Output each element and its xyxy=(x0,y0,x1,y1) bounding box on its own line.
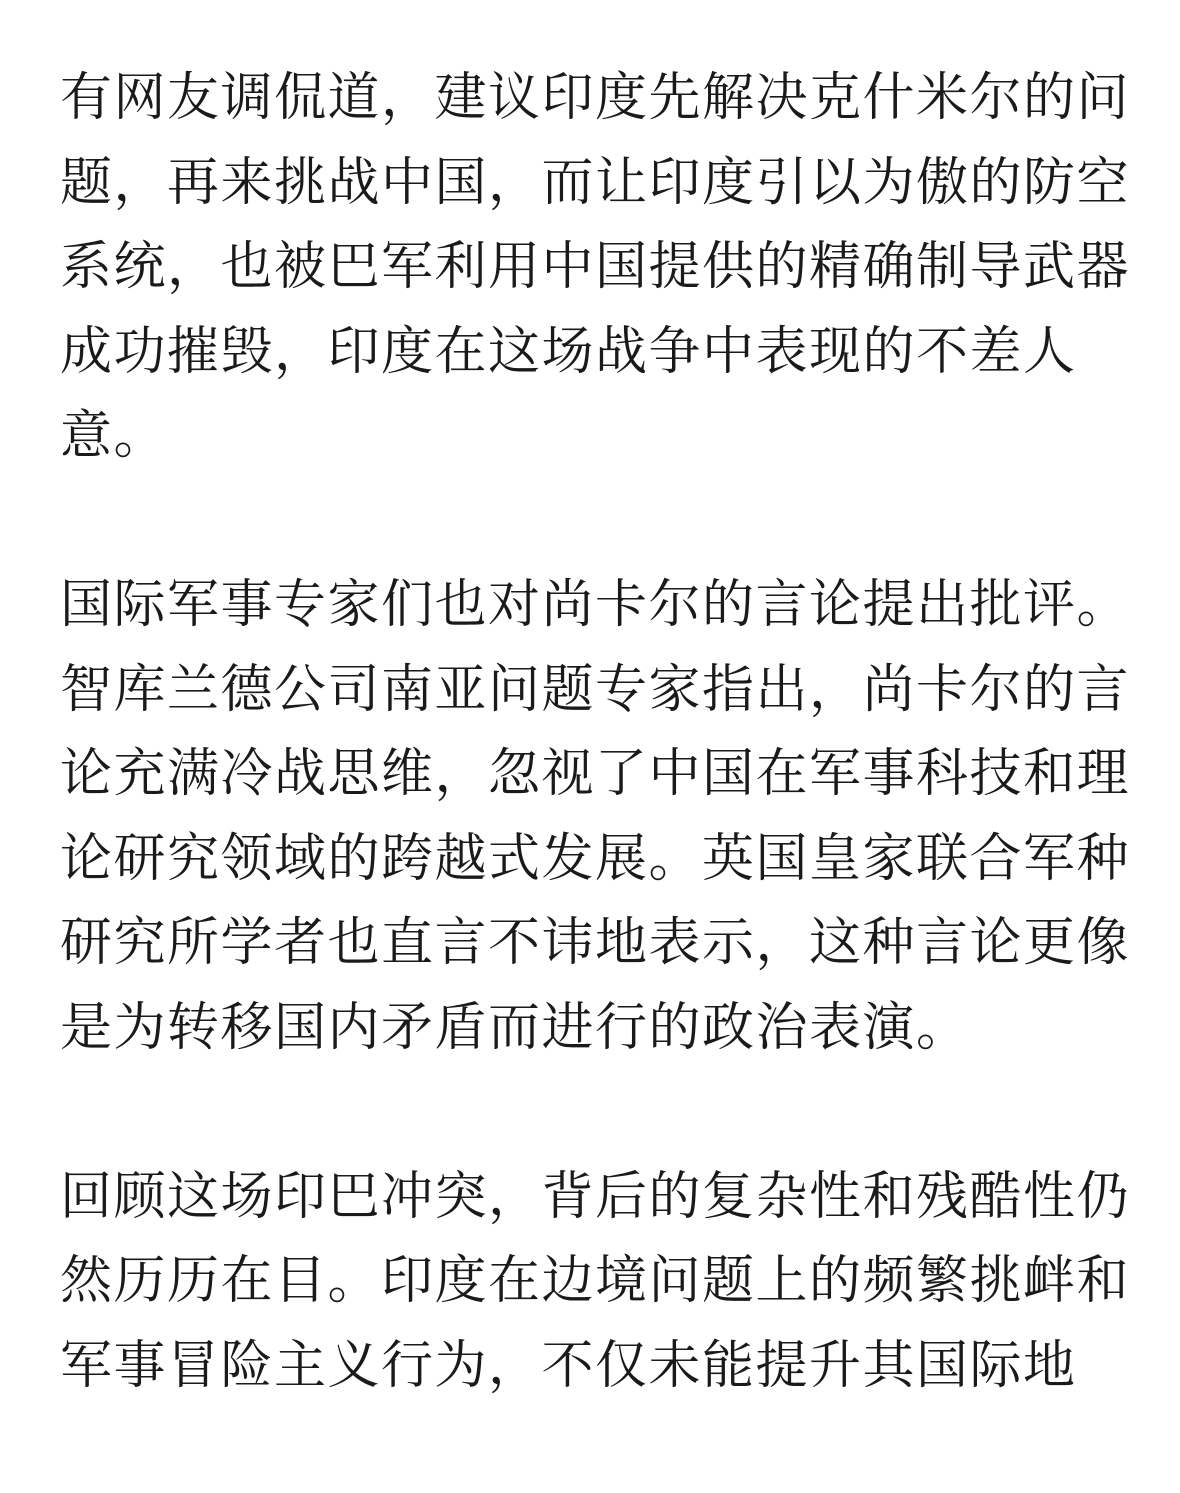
paragraph-3 xyxy=(60,1155,1131,1409)
article-body xyxy=(60,56,1131,1493)
text-line: 研究所学者也直言不讳地表示，这种言论更像 xyxy=(60,913,1131,973)
paragraph-1 xyxy=(60,56,1131,479)
text-line: 成功摧毁，印度在这场战争中表现的不差人 xyxy=(60,321,1077,382)
paragraph-2 xyxy=(60,563,1131,1070)
text-line: 系统，也被巴军利用中国提供的精确制导武器 xyxy=(60,237,1131,297)
text-line: 有网友调侃道，建议印度先解决克什米尔的问 xyxy=(60,68,1131,128)
text-line: 然历历在目。印度在边境问题上的频繁挑衅和 xyxy=(60,1251,1131,1311)
text-line: 题，再来挑战中国，而让印度引以为傲的防空 xyxy=(60,152,1131,213)
text-line: 是为转移国内矛盾而进行的政治表演。 xyxy=(60,997,970,1058)
text-line: 论研究领域的跨越式发展。英国皇家联合军种 xyxy=(60,828,1131,889)
text-line: 回顾这场印巴冲突，背后的复杂性和残酷性仍 xyxy=(60,1166,1131,1227)
text-line: 军事冒险主义行为，不仅未能提升其国际地 xyxy=(60,1335,1077,1396)
text-line: 意。 xyxy=(60,406,168,466)
text-line: 智库兰德公司南亚问题专家指出，尚卡尔的言 xyxy=(60,659,1131,720)
text-line: 论充满冷战思维，忽视了中国在军事科技和理 xyxy=(60,744,1131,804)
text-line: 国际军事专家们也对尚卡尔的言论提出批评。 xyxy=(60,575,1131,635)
